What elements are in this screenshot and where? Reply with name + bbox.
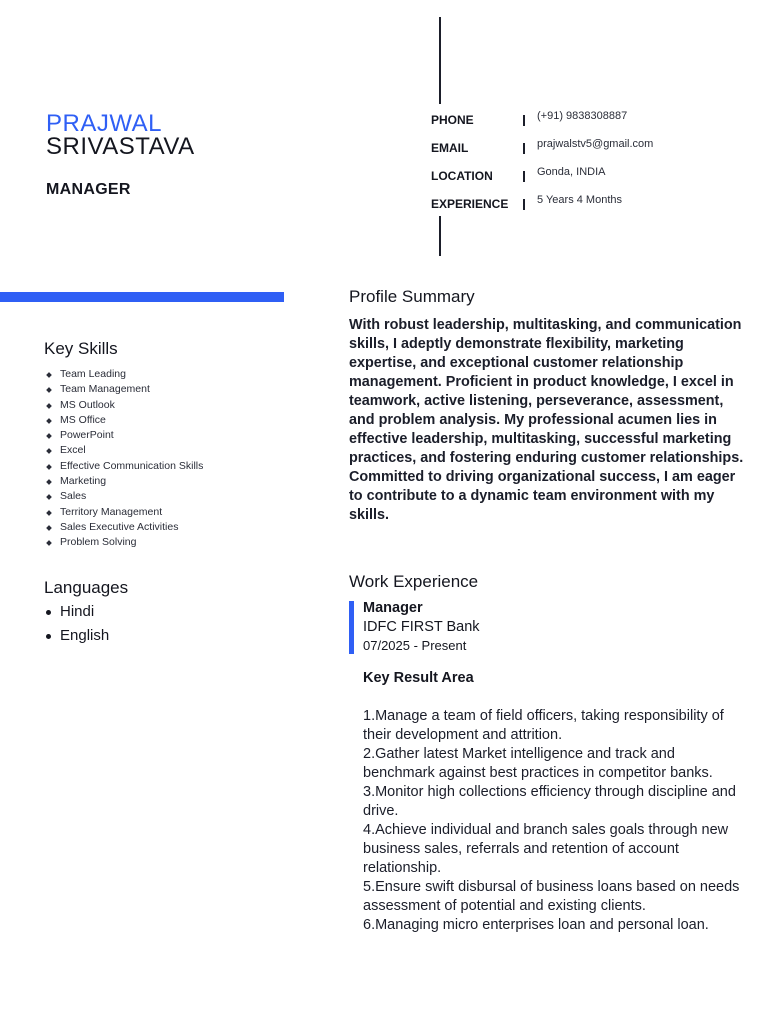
contact-location (431, 166, 751, 189)
contact-separator (523, 143, 525, 154)
first-name: PRAJWAL (46, 110, 162, 137)
job-title: MANAGER (46, 181, 131, 198)
job-accent-bar (349, 601, 354, 654)
contact-value: (+91) 9838308887 (537, 110, 628, 122)
contact-email (431, 138, 751, 161)
language-item: Hindi (46, 600, 109, 624)
bullet-icon (46, 403, 52, 409)
key-result-area-list (363, 707, 748, 935)
bullet-icon (46, 525, 52, 531)
skill-item: PowerPoint (46, 428, 203, 443)
job-period: 07/2025 - Present (363, 638, 467, 653)
work-experience-heading: Work Experience (349, 572, 479, 591)
kra-item: 6.Managing micro enterprises loan and personal loan. (363, 917, 709, 933)
divider-line-top (439, 17, 441, 104)
job-company: IDFC FIRST Bank (363, 619, 480, 635)
contact-value: 5 Years 4 Months (537, 194, 623, 206)
contact-label: EMAIL (431, 141, 469, 155)
contact-label: EXPERIENCE (431, 197, 509, 211)
contact-label: LOCATION (431, 169, 493, 183)
skill-item: Sales Executive Activities (46, 520, 203, 535)
key-result-area-heading: Key Result Area (363, 670, 474, 686)
bullet-icon (46, 495, 52, 501)
kra-item: 3.Monitor high collections efficiency through discipline and drive. (363, 784, 736, 819)
bullet-icon (46, 610, 51, 615)
contact-experience (431, 194, 751, 217)
divider-line-bottom (439, 216, 441, 256)
contact-label: PHONE (431, 113, 474, 127)
skill-item: Marketing (46, 474, 203, 489)
bullet-icon (46, 387, 52, 393)
kra-item: 1.Manage a team of field officers, taking responsibility of their development and attrition. (363, 708, 724, 743)
language-item: English (46, 624, 109, 648)
contact-separator (523, 171, 525, 182)
contact-phone (431, 110, 751, 133)
profile-summary-heading: Profile Summary (349, 287, 475, 306)
last-name: SRIVASTAVA (46, 133, 195, 160)
kra-item: 2.Gather latest Market intelligence and track and benchmark against best practices in competitor banks. (363, 746, 713, 781)
skill-item: Sales (46, 489, 203, 504)
bullet-icon (46, 418, 52, 424)
accent-bar (0, 292, 284, 302)
skill-item: MS Outlook (46, 398, 203, 413)
skill-item: Problem Solving (46, 535, 203, 550)
key-skills-heading: Key Skills (44, 339, 118, 358)
bullet-icon (46, 540, 52, 546)
contact-separator (523, 115, 525, 126)
skill-item: Territory Management (46, 505, 203, 520)
kra-item: 5.Ensure swift disbursal of business loans based on needs assessment of potential and existing clients. (363, 879, 740, 914)
bullet-icon (46, 433, 52, 439)
bullet-icon (46, 464, 52, 470)
skill-item: Team Leading (46, 367, 203, 382)
bullet-icon (46, 372, 52, 378)
bullet-icon (46, 449, 52, 455)
job-role: Manager (363, 600, 423, 616)
kra-item: 4.Achieve individual and branch sales goals through new business sales, referrals and retention of account relationship. (363, 822, 729, 876)
profile-summary-text: With robust leadership, multitasking, and communication skills, I adeptly demonstrate flexibility, marketing expertise, and exceptional customer relationship management. Proficient in product knowledge, I excel in teamwork, active listening, perseverance, assessment, and problem analysis. My professional acumen lies in effective leadership, multitasking, successful marketing practices, and fostering enduring customer relationships. Committed to driving organizational success, I am eager to contribute to a dynamic team environment with my skills. (349, 317, 744, 523)
skill-item: Effective Communication Skills (46, 459, 203, 474)
bullet-icon (46, 634, 51, 639)
languages-list (46, 600, 109, 648)
key-skills-list (46, 367, 203, 551)
skill-item: MS Office (46, 413, 203, 428)
skill-item: Excel (46, 443, 203, 458)
bullet-icon (46, 510, 52, 516)
languages-heading: Languages (44, 578, 129, 597)
contact-value[interactable]: prajwalstv5@gmail.com (537, 138, 654, 150)
bullet-icon (46, 479, 52, 485)
contact-value: Gonda, INDIA (537, 166, 606, 178)
contact-separator (523, 199, 525, 210)
skill-item: Team Management (46, 382, 203, 397)
